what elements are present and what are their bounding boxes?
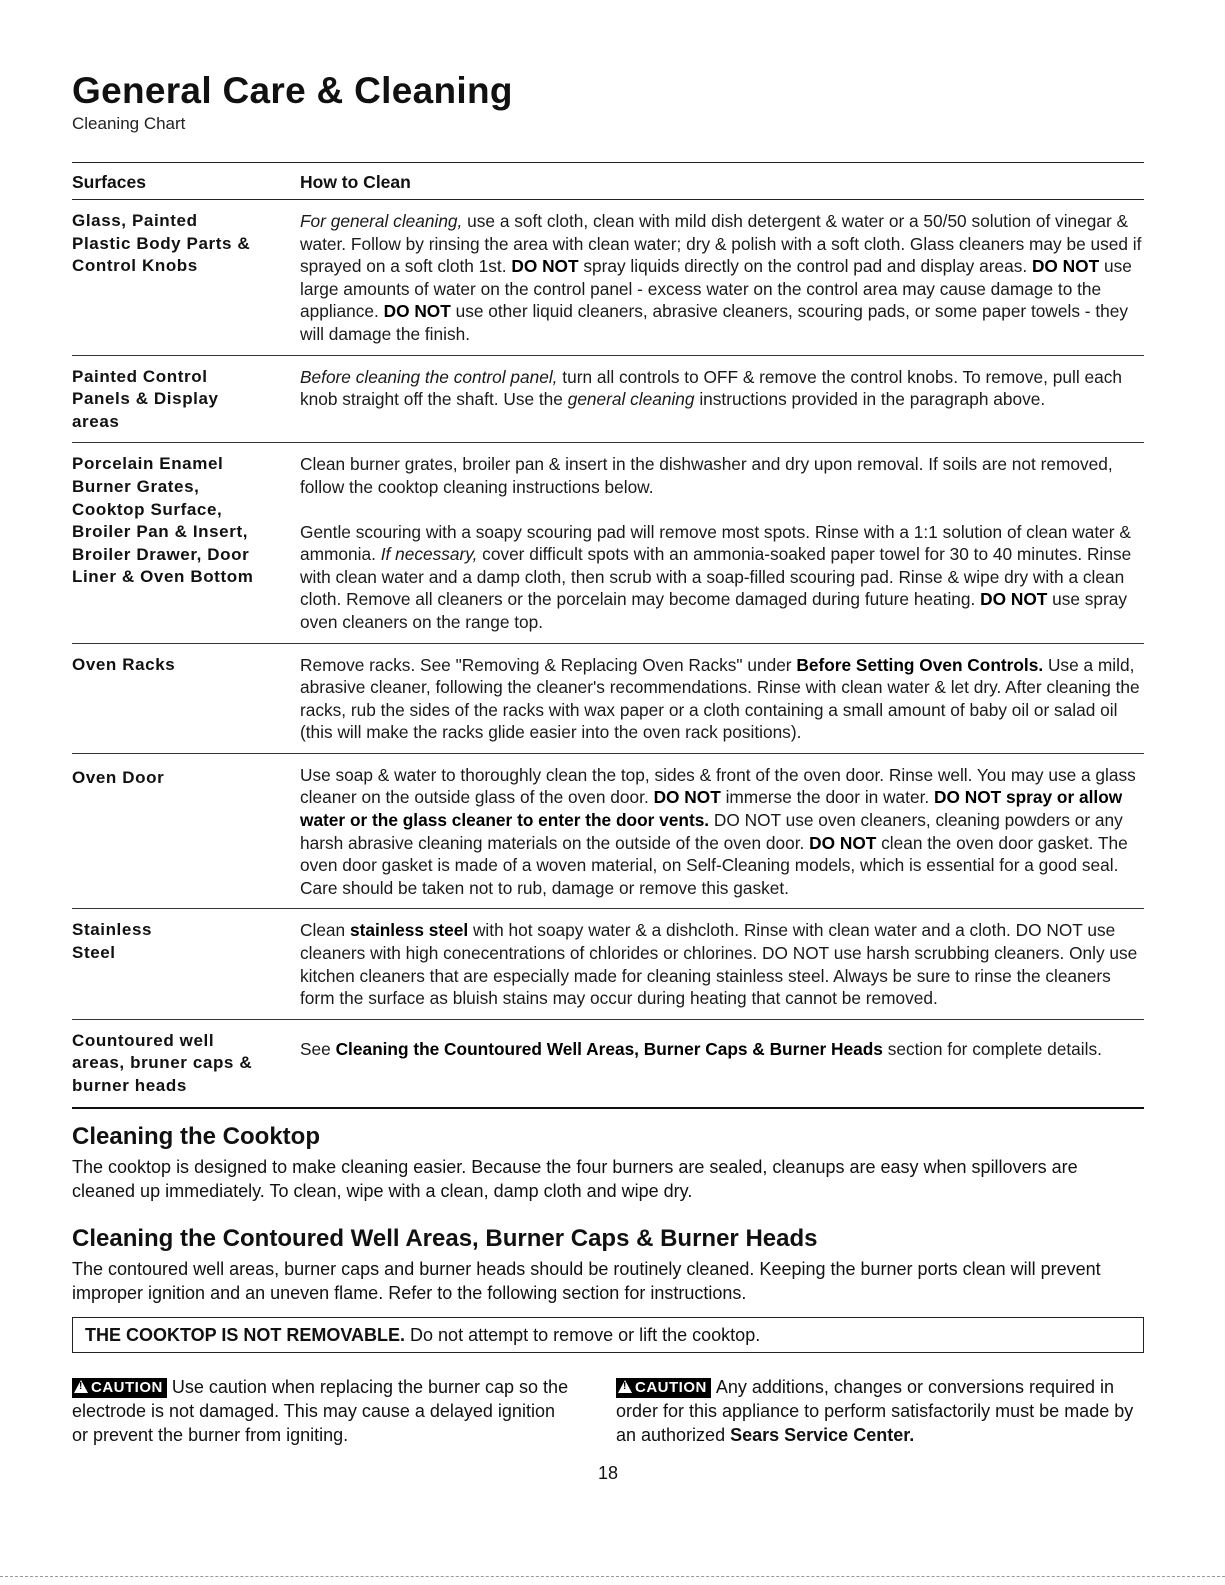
table-row bbox=[72, 644, 1144, 754]
col-header-surfaces: Surfaces bbox=[72, 172, 146, 192]
cooktop-text: The cooktop is designed to make cleaning easier. Because the four burners are sealed, cleanups are easy when spillovers are cleaned up immediately. To clean, wipe with a clean, damp cloth and wipe dry. bbox=[72, 1156, 1078, 1201]
how-cell: Remove racks. See "Removing & Replacing Oven Racks" under Before Setting Oven Controls. Use a mild, abrasive cleaner, following the cleaner's recommendations. Rinse with clean water & let dry. After cleaning the racks, rub the sides of the racks with wax paper or a cloth containing a small amount of baby oil or salad oil (this will make the racks glide easier into the oven rack positions). bbox=[300, 654, 1140, 743]
surface-cell: Countoured well areas, bruner caps & burner heads bbox=[72, 1030, 253, 1095]
table-row bbox=[72, 754, 1144, 910]
page-number: 18 bbox=[597, 1462, 619, 1483]
surface-cell: Glass, Painted Plastic Body Parts & Control Knobs bbox=[72, 211, 251, 276]
surface-cell: Porcelain Enamel Burner Grates, Cooktop Surface, Broiler Pan & Insert, Broiler Drawer, Door Liner & Oven Bottom bbox=[72, 454, 254, 587]
contoured-text: The contoured well areas, burner caps and burner heads should be routinely cleaned. Keeping the burner ports clean will prevent improper ignition and an uneven flame. Refer to the following section for instructions. bbox=[72, 1258, 1101, 1303]
contoured-heading: Cleaning the Contoured Well Areas, Burner Caps & Burner Heads bbox=[72, 1224, 818, 1252]
caution-badge: !CAUTION bbox=[72, 1378, 167, 1398]
chart-header bbox=[72, 163, 1144, 200]
page-title: General Care & Cleaning bbox=[72, 70, 513, 111]
page-edge bbox=[0, 1576, 1225, 1577]
surface-cell: Painted Control Panels & Display areas bbox=[72, 366, 219, 431]
cooktop-heading: Cleaning the Cooktop bbox=[72, 1122, 320, 1150]
surface-cell: Oven Door bbox=[72, 767, 165, 787]
table-row bbox=[72, 1020, 1144, 1109]
caution-right bbox=[616, 1375, 1144, 1447]
page bbox=[72, 70, 1144, 1484]
cautions bbox=[72, 1375, 1144, 1447]
surface-cell: Stainless Steel bbox=[72, 920, 153, 963]
surface-cell: Oven Racks bbox=[72, 654, 176, 674]
table-row bbox=[72, 200, 1144, 356]
how-cell: For general cleaning, use a soft cloth, clean with mild dish detergent & water or a 50/50 solution of vinegar & water. Follow by rinsing the area with clean water; dry & polish with a soft cloth. Glass cleaners may be used if sprayed on a soft cloth 1st. DO NOT spray liquids directly on the control pad and display areas. DO NOT use large amounts of water on the control panel - excess water on the control area may cause damage to the appliance. DO NOT use other liquid cleaners, abrasive cleaners, scouring pads, or some paper towels - they will damage the finish. bbox=[300, 211, 1142, 344]
page-subtitle: Cleaning Chart bbox=[72, 114, 186, 133]
how-cell: Clean burner grates, broiler pan & insert in the dishwasher and dry upon removal. If soils are not removed, follow the cooktop cleaning instructions below. Gentle scouring with a soapy scouring pad will remove most spots. Rinse with a 1:1 solution of clean water & ammonia. If necessary, cover difficult spots with an ammonia-soaked paper towel for 30 to 40 minutes. Rinse with clean water and a damp cloth, then scrub with a soap-filled scouring pad. Rinse & wipe dry with a clean cloth. Remove all cleaners or the porcelain may become damaged during future heating. DO NOT use spray oven cleaners on the range top. bbox=[300, 454, 1132, 632]
how-cell: See Cleaning the Countoured Well Areas, Burner Caps & Burner Heads section for complete details. bbox=[300, 1038, 1102, 1059]
notice-box bbox=[72, 1317, 1144, 1353]
table-row bbox=[72, 443, 1144, 643]
col-header-how: How to Clean bbox=[300, 172, 411, 192]
warning-icon bbox=[74, 1380, 88, 1393]
caution-right-bold: Sears Service Center. bbox=[730, 1424, 915, 1445]
how-cell: Use soap & water to thoroughly clean the top, sides & front of the oven door. Rinse well. You may use a glass cleaner on the outside glass of the oven door. DO NOT immerse the door in water. DO NOT spray or allow water or the glass cleaner to enter the door vents. DO NOT use oven cleaners, cleaning powders or any harsh abrasive cleaning materials on the outside of the oven door. DO NOT clean the oven door gasket. The oven door gasket is made of a woven material, on Self-Cleaning models, which is essential for a good seal. Care should be taken not to rub, damage or remove this gasket. bbox=[300, 764, 1136, 898]
notice-bold: THE COOKTOP IS NOT REMOVABLE. bbox=[85, 1324, 406, 1345]
cleaning-chart bbox=[72, 162, 1144, 1109]
how-cell: Clean stainless steel with hot soapy water & a dishcloth. Rinse with clean water and a cloth. DO NOT use cleaners with high conecentrations of chlorides or chlorines. DO NOT use harsh scrubbing cleaners. Only use kitchen cleaners that are especially made for cleaning stainless steel. Always be sure to rinse the cleaners form the surface as bluish stains may occur during heating that cannot be removed. bbox=[300, 920, 1138, 1009]
caution-left-text: Use caution when replacing the burner cap so the electrode is not damaged. This may cause a delayed ignition or prevent the burner from igniting. bbox=[72, 1376, 569, 1445]
table-row bbox=[72, 356, 1144, 444]
how-cell: Before cleaning the control panel, turn all controls to OFF & remove the control knobs. To remove, pull each knob straight off the shaft. Use the general cleaning instructions provided in the paragraph above. bbox=[300, 366, 1122, 410]
table-row bbox=[72, 909, 1144, 1019]
caution-left bbox=[72, 1375, 572, 1447]
notice-text: Do not attempt to remove or lift the cooktop. bbox=[405, 1324, 761, 1345]
warning-icon bbox=[618, 1380, 632, 1393]
caution-badge: !CAUTION bbox=[616, 1378, 711, 1398]
caution-right-text: Any additions, changes or conversions required in order for this appliance to perform satisfactorily must be made by an authorized bbox=[616, 1376, 1134, 1445]
